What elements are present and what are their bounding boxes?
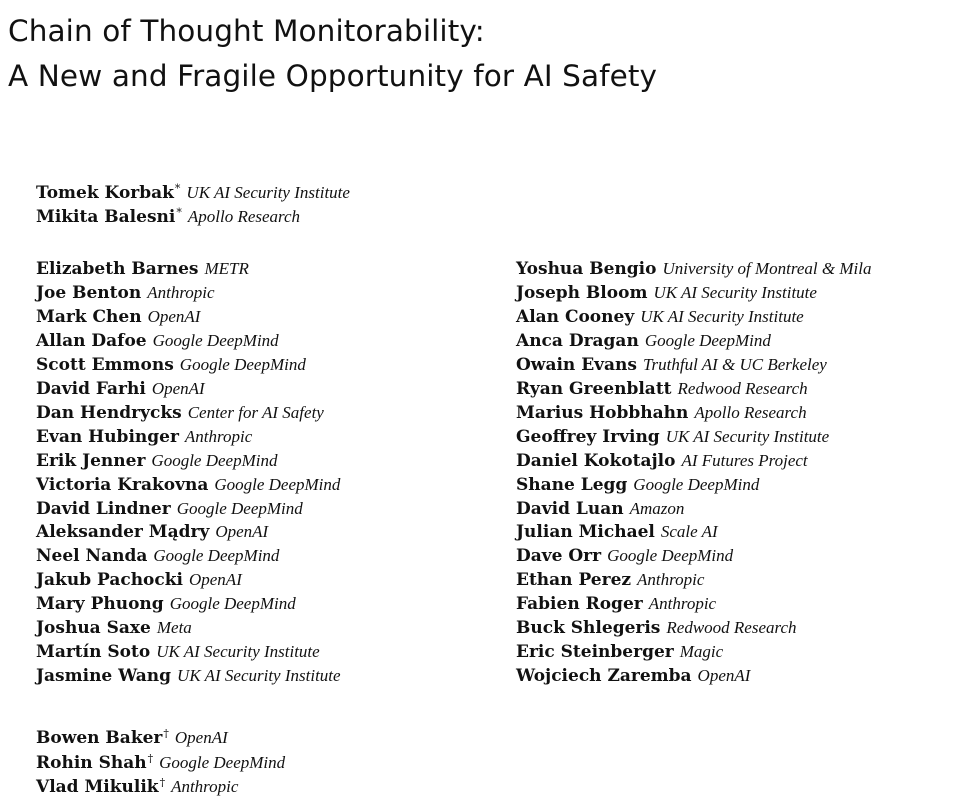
- author-name: Fabien Roger: [516, 594, 643, 615]
- author-footnote-mark: *: [174, 182, 181, 195]
- author-entry: [516, 544, 733, 568]
- author-name: Mark Chen: [36, 306, 142, 327]
- author-footnote-mark: †: [147, 751, 154, 765]
- author-entry: [36, 473, 340, 497]
- author-affiliation: Apollo Research: [187, 207, 301, 226]
- author-entry: [36, 568, 242, 592]
- author-name: Jakub Pachocki: [36, 570, 183, 591]
- author-entry: [36, 353, 306, 377]
- author-entry: [36, 771, 238, 795]
- author-name: Dan Hendrycks: [36, 402, 182, 423]
- author-affiliation: UK AI Security Institute: [640, 306, 804, 326]
- author-name: Yoshua Bengio: [516, 259, 657, 279]
- author-name: Joe Benton: [36, 282, 142, 303]
- author-name: Eric Steinberger: [516, 642, 674, 663]
- author-affiliation: OpenAI: [215, 522, 269, 542]
- author-footnote-mark: *: [176, 206, 182, 219]
- author-entry: [516, 305, 804, 329]
- author-name: Wojciech Zaremba: [516, 666, 692, 687]
- author-affiliation: OpenAI: [188, 570, 242, 590]
- author-entry: [36, 177, 350, 201]
- author-affiliation: Redwood Research: [677, 378, 808, 398]
- author-entry: [516, 425, 829, 449]
- author-name: Anca Dragan: [516, 330, 639, 351]
- author-name: Ethan Perez: [516, 570, 632, 591]
- author-affiliation: Anthropic: [637, 570, 705, 590]
- author-name: Owain Evans: [516, 354, 637, 375]
- author-affiliation: Google DeepMind: [151, 450, 278, 470]
- author-affiliation: Google DeepMind: [153, 546, 280, 566]
- author-name: Mikita Balesni: [36, 207, 176, 227]
- author-name: Ryan Greenblatt: [516, 378, 672, 399]
- author-entry: [36, 281, 215, 305]
- author-entry: [36, 544, 279, 568]
- author-affiliation: Google DeepMind: [179, 354, 306, 374]
- author-entry: [36, 201, 300, 225]
- author-entry: [516, 616, 797, 640]
- paper-title-line-2: A New and Fragile Opportunity for AI Safety: [8, 59, 658, 93]
- author-entry: [516, 377, 808, 401]
- author-name: Rohin Shah: [36, 752, 147, 773]
- author-name: Alan Cooney: [516, 306, 635, 327]
- author-entry: [516, 257, 871, 281]
- author-entry: [516, 401, 807, 425]
- author-name: Elizabeth Barnes: [36, 259, 199, 279]
- author-entry: [36, 616, 192, 640]
- author-name: Allan Dafoe: [36, 330, 147, 351]
- author-name: Victoria Krakovna: [36, 474, 209, 495]
- author-name: Bowen Baker: [36, 728, 163, 748]
- author-affiliation: Anthropic: [171, 777, 239, 796]
- author-entry: [516, 497, 684, 521]
- author-affiliation: Google DeepMind: [159, 752, 286, 772]
- author-entry: [516, 592, 716, 616]
- author-name: Julian Michael: [516, 522, 655, 543]
- author-name: Dave Orr: [516, 546, 602, 567]
- author-entry: [36, 401, 324, 425]
- author-affiliation: University of Montreal & Mila: [662, 259, 872, 278]
- author-name: Joseph Bloom: [516, 282, 648, 303]
- author-entry: [516, 353, 827, 377]
- author-name: Mary Phuong: [36, 594, 164, 615]
- author-entry: [516, 664, 750, 688]
- author-name: Tomek Korbak: [36, 183, 174, 203]
- author-name: David Lindner: [36, 498, 171, 519]
- author-affiliation: Anthropic: [184, 426, 253, 446]
- author-entry: [36, 592, 296, 616]
- author-name: David Luan: [516, 498, 624, 519]
- author-affiliation: Google DeepMind: [644, 330, 771, 350]
- author-affiliation: OpenAI: [147, 306, 201, 326]
- author-entry: [36, 664, 341, 688]
- author-name: Jasmine Wang: [36, 666, 172, 687]
- author-affiliation: Truthful AI & UC Berkeley: [642, 354, 827, 374]
- author-entry: [36, 329, 279, 353]
- author-affiliation: Google DeepMind: [607, 546, 734, 566]
- author-affiliation: UK AI Security Institute: [156, 642, 320, 662]
- author-entry: [36, 747, 285, 771]
- author-affiliation: Google DeepMind: [633, 474, 760, 494]
- author-name: Evan Hubinger: [36, 426, 179, 447]
- author-entry: [516, 449, 808, 473]
- author-entry: [36, 449, 277, 473]
- author-footnote-mark: †: [159, 776, 166, 789]
- author-name: Shane Legg: [516, 474, 628, 495]
- author-affiliation: UK AI Security Institute: [665, 426, 830, 446]
- author-entry: [516, 640, 723, 664]
- author-affiliation: UK AI Security Institute: [653, 282, 817, 302]
- author-affiliation: METR: [204, 259, 249, 278]
- author-affiliation: AI Futures Project: [681, 450, 808, 470]
- author-affiliation: UK AI Security Institute: [186, 183, 350, 202]
- author-entry: [36, 520, 268, 544]
- author-entry: [516, 520, 718, 544]
- author-affiliation: Redwood Research: [666, 618, 797, 638]
- author-affiliation: Anthropic: [147, 282, 215, 302]
- author-entry: [36, 377, 205, 401]
- author-footnote-mark: †: [163, 727, 169, 740]
- author-name: Daniel Kokotajlo: [516, 450, 676, 471]
- author-affiliation: Scale AI: [660, 522, 718, 542]
- author-entry: [36, 722, 228, 746]
- author-entry: [36, 257, 249, 281]
- author-entry: [516, 568, 704, 592]
- author-affiliation: Google DeepMind: [176, 498, 303, 518]
- author-name: Aleksander Mądry: [36, 522, 210, 543]
- author-affiliation: Magic: [679, 642, 724, 662]
- author-entry: [36, 497, 303, 521]
- author-entry: [36, 425, 252, 449]
- author-affiliation: OpenAI: [174, 728, 228, 747]
- author-entry: [516, 473, 759, 497]
- author-affiliation: Google DeepMind: [152, 330, 279, 350]
- author-entry: [36, 640, 320, 664]
- author-name: Joshua Saxe: [36, 618, 151, 639]
- paper-title: [8, 9, 657, 99]
- author-affiliation: UK AI Security Institute: [177, 666, 341, 686]
- author-affiliation: Google DeepMind: [169, 594, 296, 614]
- author-affiliation: Meta: [156, 618, 192, 638]
- author-entry: [36, 305, 200, 329]
- author-name: Martín Soto: [36, 642, 151, 663]
- author-affiliation: Center for AI Safety: [187, 402, 324, 422]
- author-affiliation: OpenAI: [151, 378, 205, 398]
- author-name: Marius Hobbhahn: [516, 402, 689, 423]
- author-entry: [516, 329, 771, 353]
- author-affiliation: Amazon: [629, 498, 685, 518]
- author-name: Neel Nanda: [36, 546, 148, 567]
- author-affiliation: Apollo Research: [694, 402, 807, 422]
- author-entry: [516, 281, 817, 305]
- author-affiliation: Google DeepMind: [214, 474, 341, 494]
- author-affiliation: Anthropic: [648, 594, 717, 614]
- author-name: Geoffrey Irving: [516, 426, 660, 447]
- author-name: Erik Jenner: [36, 450, 146, 471]
- author-name: Vlad Mikulik: [36, 777, 159, 797]
- author-affiliation: OpenAI: [697, 666, 751, 686]
- author-name: Scott Emmons: [36, 354, 174, 375]
- paper-title-line-1: Chain of Thought Monitorability:: [8, 14, 485, 48]
- author-name: David Farhi: [36, 378, 146, 399]
- author-name: Buck Shlegeris: [516, 618, 661, 639]
